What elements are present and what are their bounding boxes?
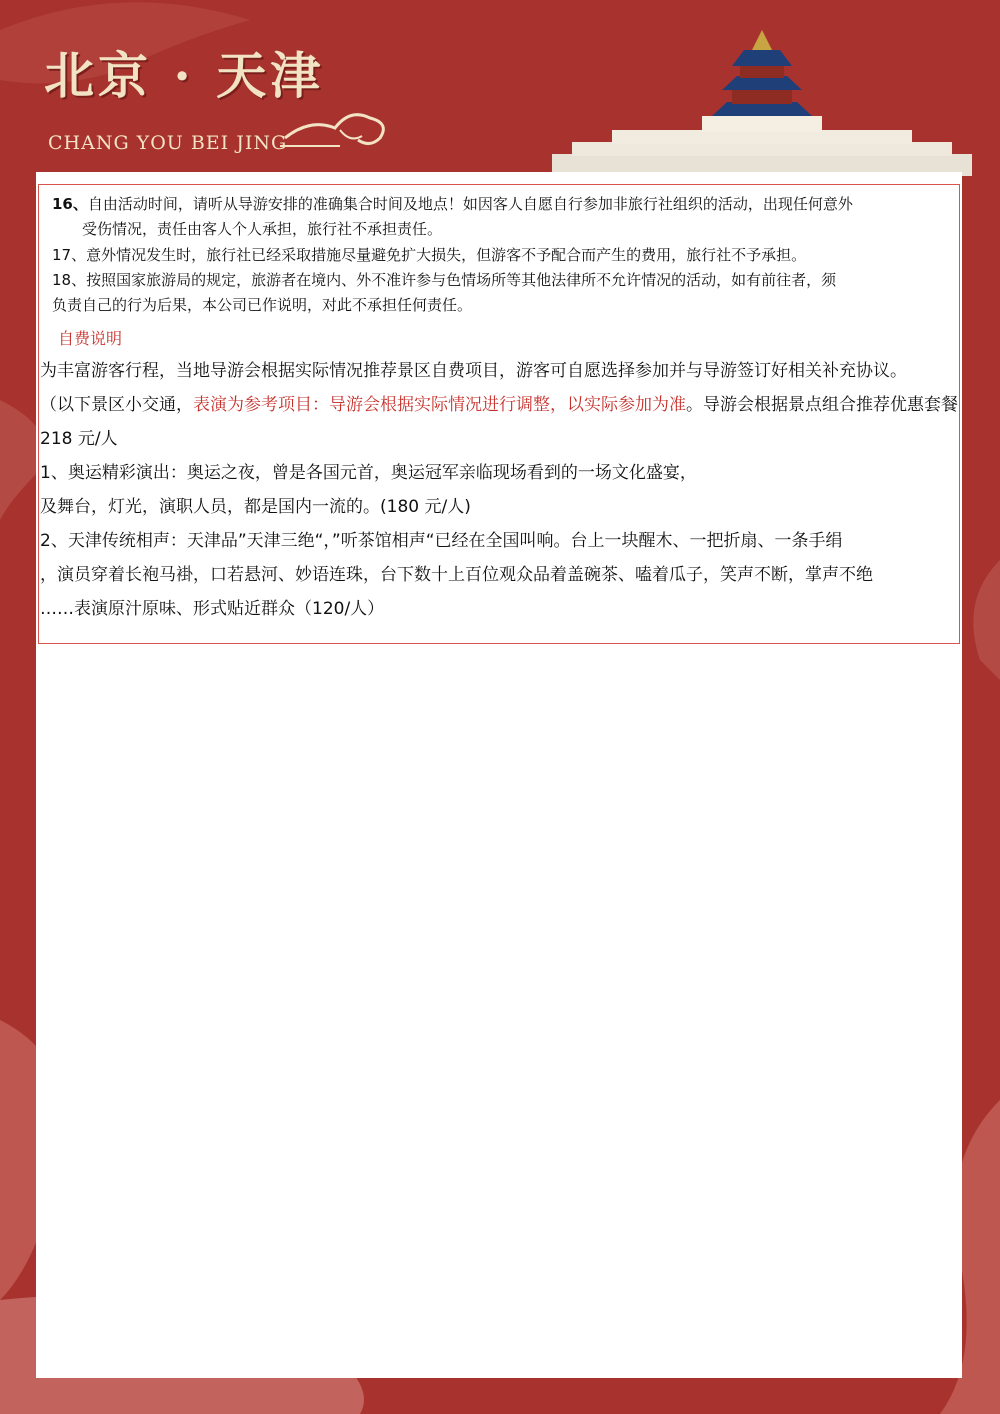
note-text: 自由活动时间，请听从导游安排的准确集合时间及地点！如因客人自愿自行参加非旅行社组织的活动，出现任何意外	[87, 195, 853, 213]
self-pay-intro: 为丰富游客行程，当地导游会根据实际情况推荐景区自费项目，游客可自愿选择参加并与导游签订好相关补充协议。	[40, 361, 907, 381]
item-2-line-1: 2、天津传统相声：天津品”天津三绝“，”听茶馆相声“已经在全国叫响。台上一块醒木、一把折扇、一条手绢	[40, 531, 843, 551]
note-text: （以下景区小交通，	[40, 395, 193, 415]
note-text-end: 。导游会根据景点组合推荐优惠套餐	[686, 395, 958, 415]
temple-of-heaven-icon	[552, 16, 972, 176]
page-subtitle: CHANG YOU BEI JING	[48, 132, 288, 154]
note-16-continued: 受伤情况，责任由客人个人承担，旅行社不承担责任。	[82, 220, 443, 238]
self-pay-note	[40, 388, 958, 422]
cloud-ornament-icon	[280, 98, 400, 158]
item-2-line-3: ……表演原汁原味、形式贴近群众（120/人）	[40, 599, 385, 619]
note-18: 18、按照国家旅游局的规定，旅游者在境内、外不准许参与色情场所等其他法律所不允许情况的活动，如有前往者，须	[52, 271, 837, 289]
package-price: 218 元/人	[40, 429, 118, 449]
note-highlight: 表演为参考项目：导游会根据实际情况进行调整，以实际参加为准	[193, 395, 686, 415]
page-title: 北京 · 天津	[44, 46, 325, 105]
note-18-continued: 负责自己的行为后果，本公司已作说明，对此不承担任何责任。	[52, 296, 473, 314]
header-banner	[0, 0, 1000, 180]
note-number: 16、	[52, 195, 88, 213]
item-1-line-2: 及舞台，灯光，演职人员，都是国内一流的。(180 元/人)	[40, 497, 471, 517]
note-17: 17、意外情况发生时，旅行社已经采取措施尽量避免扩大损失，但游客不予配合而产生的费用，旅行社不予承担。	[52, 246, 807, 264]
self-pay-heading: 自费说明	[58, 329, 123, 348]
note-16	[52, 192, 853, 216]
item-1-line-1: 1、奥运精彩演出：奥运之夜，曾是各国元首，奥运冠军亲临现场看到的一场文化盛宴，	[40, 463, 697, 483]
item-2-line-2: ，演员穿着长袍马褂，口若悬河、妙语连珠，台下数十上百位观众品着盖碗茶、嗑着瓜子，笑声不断，掌声不绝	[40, 565, 873, 585]
